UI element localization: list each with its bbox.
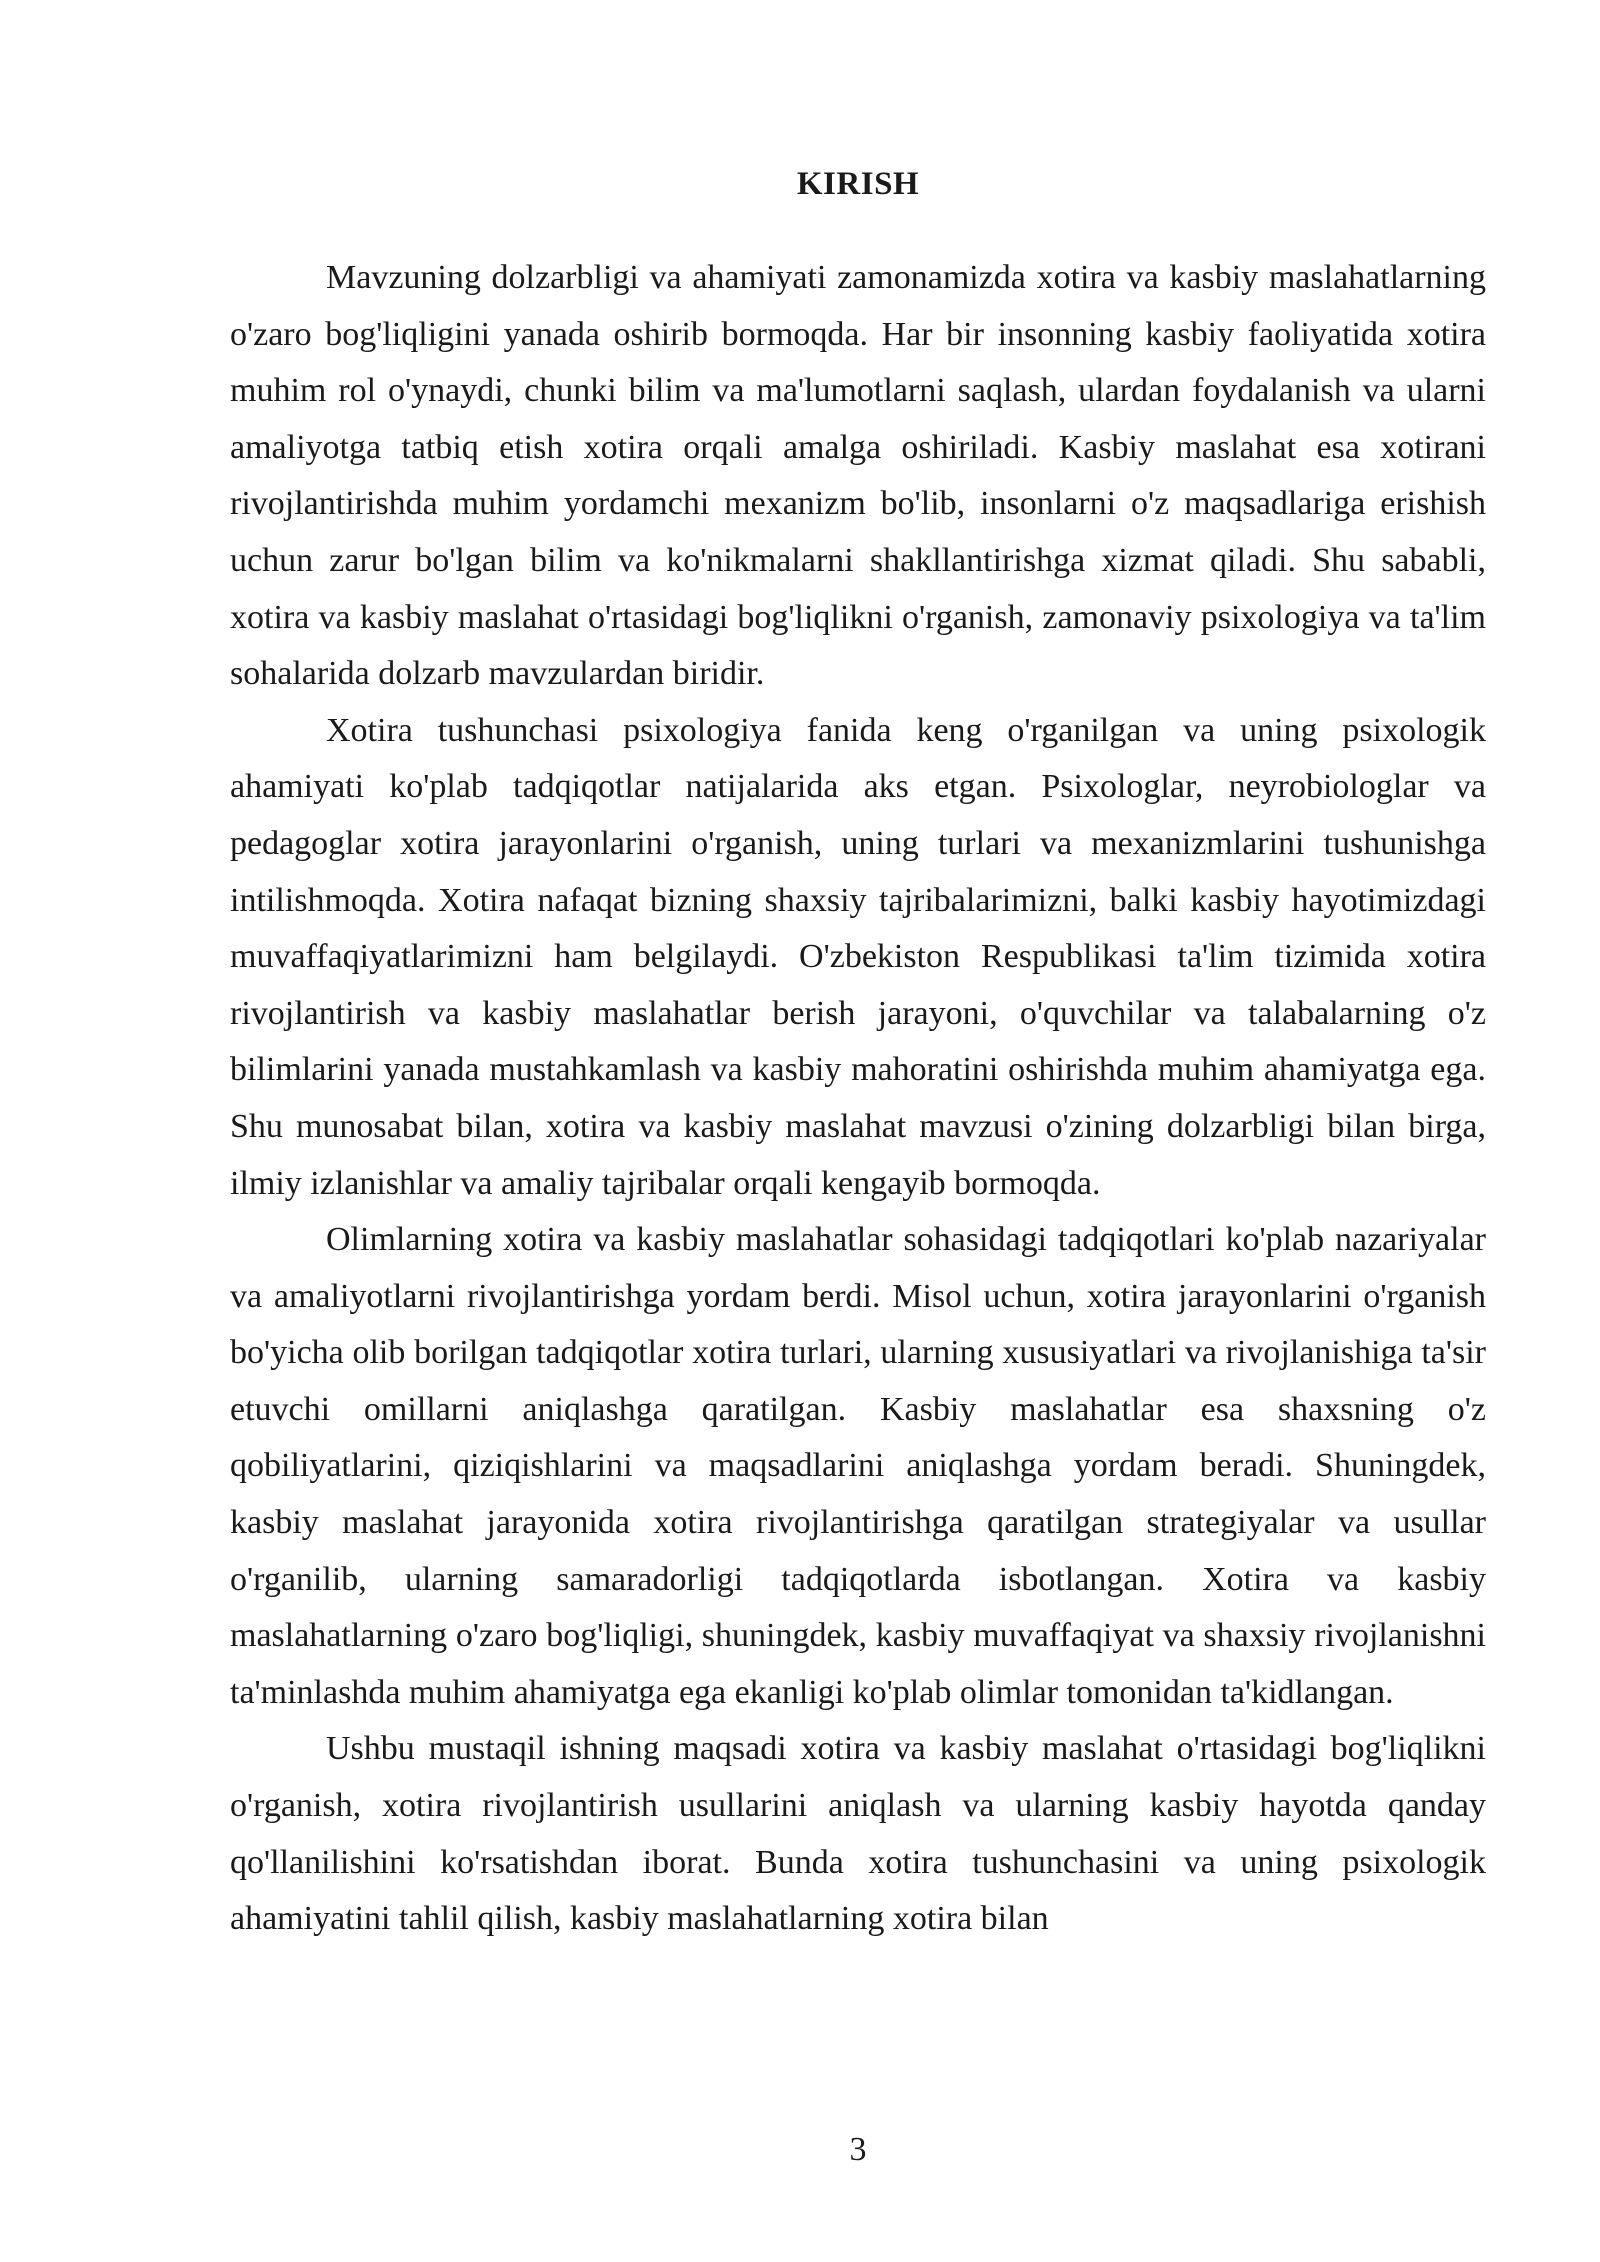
page-number: 3	[849, 2131, 867, 2168]
paragraph-3: Olimlarning xotira va kasbiy maslahatlar sohasidagi tadqiqotlari ko'plab nazariyalar va amaliyotlarni rivojlantirishga yordam berdi. Misol uchun, xotira jarayonlarini o'rganish bo'yicha olib borilgan tadqiqotlar xotira turlari, ularning xususiyatlari va rivojlanishiga ta'sir etuvchi omillarni aniqlashga qaratilgan. Kasbiy maslahatlar esa shaxsning o'z qobiliyatlarini, qiziqishlarini va maqsadlarini aniqlashga yordam beradi. Shuningdek, kasbiy maslahat jarayonida xotira rivojlantirishga qaratilgan strategiyalar va usullar o'rganilib, ularning samaradorligi tadqiqotlarda isbotlangan. Xotira va kasbiy maslahatlarning o'zaro bog'liqligi, shuningdek, kasbiy muvaffaqiyat va shaxsiy rivojlanishni ta'minlashda muhim ahamiyatga ega ekanligi ko'plab olimlar tomonidan ta'kidlangan.	[230, 1221, 1486, 1711]
paragraph-2: Xotira tushunchasi psixologiya fanida keng o'rganilgan va uning psixologik ahamiyati ko'plab tadqiqotlar natijalarida aks etgan. Psixologlar, neyrobiologlar va pedagoglar xotira jarayonlarini o'rganish, uning turlari va mexanizmlarini tushunishga intilishmoqda. Xotira nafaqat bizning shaxsiy tajribalarimizni, balki kasbiy hayotimizdagi muvaffaqiyatlarimizni ham belgilaydi. O'zbekiston Respublikasi ta'lim tizimida xotira rivojlantirish va kasbiy maslahatlar berish jarayoni, o'quvchilar va talabalarning o'z bilimlarini yanada mustahkamlash va kasbiy mahoratini oshirishda muhim ahamiyatga ega. Shu munosabat bilan, xotira va kasbiy maslahat mavzusi o'zining dolzarbligi bilan birga, ilmiy izlanishlar va amaliy tajribalar orqali kengayib bormoqda.	[230, 711, 1486, 1202]
section-title: KIRISH	[796, 166, 920, 202]
paragraph-1: Mavzuning dolzarbligi va ahamiyati zamonamizda xotira va kasbiy maslahatlarning o'zaro bog'liqligini yanada oshirib bormoqda. Har bir insonning kasbiy faoliyatida xotira muhim rol o'ynaydi, chunki bilim va ma'lumotlarni saqlash, ulardan foydalanish va ularni amaliyotga tatbiq etish xotira orqali amalga oshiriladi. Kasbiy maslahat esa xotirani rivojlantirishda muhim yordamchi mexanizm bo'lib, insonlarni o'z maqsadlariga erishish uchun zarur bo'lgan bilim va ko'nikmalarni shakllantirishga xizmat qiladi. Shu sababli, xotira va kasbiy maslahat o'rtasidagi bog'liqlikni o'rganish, zamonaviy psixologiya va ta'lim sohalarida dolzarb mavzulardan biridir.	[230, 259, 1486, 693]
paragraph-4: Ushbu mustaqil ishning maqsadi xotira va kasbiy maslahat o'rtasidagi bog'liqlikni o'rganish, xotira rivojlantirish usullarini aniqlash va ularning kasbiy hayotda qanday qo'llanilishini ko'rsatishdan iborat. Bunda xotira tushunchasini va uning psixologik ahamiyatini tahlil qilish, kasbiy maslahatlarning xotira bilan	[230, 1730, 1486, 1938]
body-text	[230, 250, 1486, 1948]
